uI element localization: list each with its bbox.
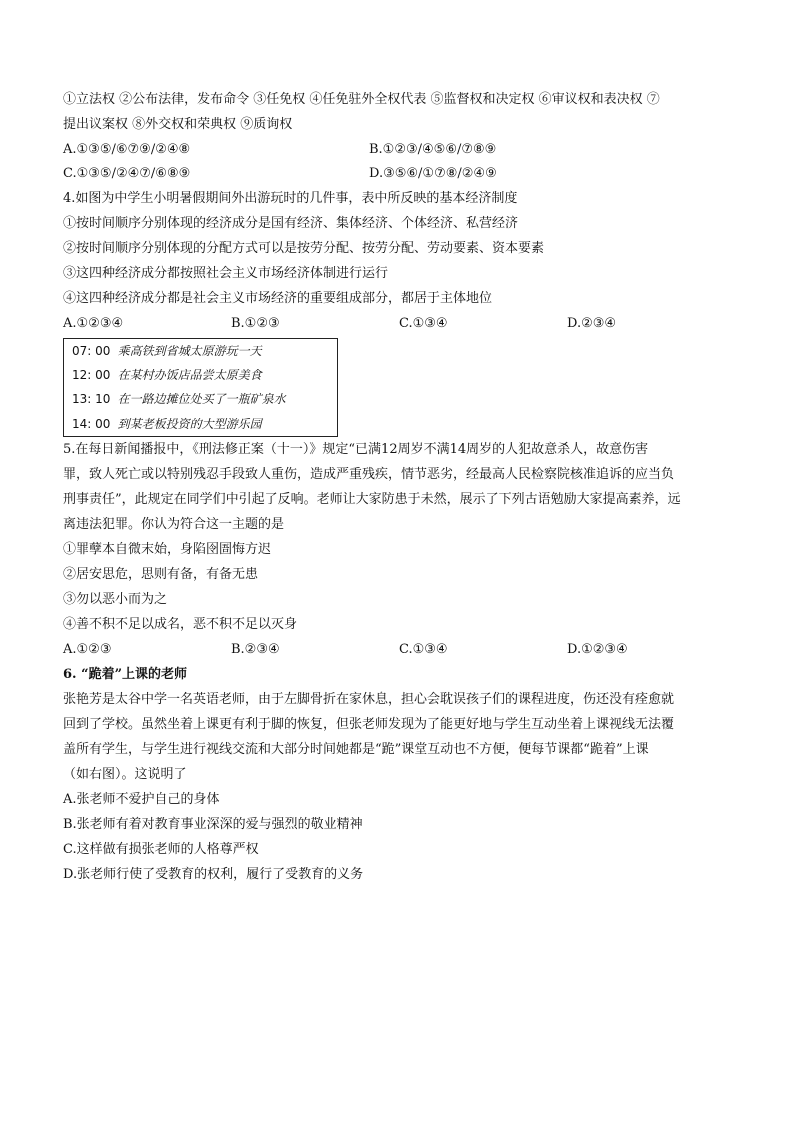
- q4-statement-2: ②按时间顺序分别体现的分配方式可以是按劳分配、按劳分配、劳动要素、资本要素: [63, 241, 545, 256]
- q3-items-line-2: 提出议案权 ⑧外交权和荣典权 ⑨质询权: [63, 117, 293, 132]
- q5-statement-2: ②居安思危，思则有备，有备无患: [63, 567, 259, 582]
- q4-stem: 4.如图为中学生小明暑假期间外出游玩时的几件事，表中所反映的基本经济制度: [63, 191, 518, 206]
- q3-option-b: B.①②③/④⑤⑥/⑦⑧⑨: [369, 142, 497, 157]
- q5-stem-line-3: 刑事责任”，此规定在同学们中引起了反响。老师让大家防患于未然，展示了下列古语勉励大家提高素养，远: [63, 492, 681, 507]
- q5-option-a: A.①②③: [63, 642, 112, 657]
- q6-stem-line-2: 回到了学校。虽然坐着上课更有利于脚的恢复，但张老师发现为了能更好地与学生互动坐着上课视线无法覆: [63, 717, 675, 732]
- q4-statement-1: ①按时间顺序分别体现的经济成分是国有经济、集体经济、个体经济、私营经济: [63, 216, 519, 231]
- q5-stem-line-2: 罪，致人死亡或以特别残忍手段致人重伤，造成严重残疾，情节恶劣，经最高人民检察院核准追诉的应当负: [63, 467, 675, 482]
- q5-statement-4: ④善不积不足以成名，恶不积不足以灭身: [63, 617, 298, 632]
- q4-option-c: C.①③④: [399, 316, 448, 331]
- schedule-time: 14: 00: [72, 417, 111, 431]
- q3-options-row-1: [63, 141, 743, 159]
- q3-option-a: A.①③⑤/⑥⑦⑨/②④⑧: [63, 142, 191, 157]
- q4-option-a: A.①②③④: [63, 316, 124, 331]
- q3-options-row-2: [63, 165, 743, 183]
- q4-option-d: D.②③④: [567, 316, 617, 331]
- q3-option-d: D.③⑤⑥/①⑦⑧/②④⑨: [369, 166, 497, 181]
- q5-statement-1: ①罪孽本自微末始，身陷囹圄悔方迟: [63, 542, 272, 557]
- q5-option-d: D.①②③④: [567, 642, 628, 657]
- q6-option-b: B.张老师有着对教育事业深深的爱与强烈的敬业精神: [63, 817, 363, 832]
- q6-stem-line-1: 张艳芳是太谷中学一名英语老师，由于左脚骨折在家休息，担心会耽误孩子们的课程进度，伤还没有痊愈就: [63, 692, 675, 707]
- schedule-time: 12: 00: [72, 368, 111, 382]
- schedule-time: 13: 10: [72, 392, 111, 406]
- q3-items-line-1: ①立法权 ②公布法律，发布命令 ③任免权 ④任免驻外全权代表 ⑤监督权和决定权 ⑥审议权和表决权 ⑦: [63, 92, 660, 107]
- schedule-event: 到某老板投资的大型游乐园: [117, 417, 262, 431]
- schedule-row: [72, 344, 262, 358]
- q5-stem-line-4: 离违法犯罪。你认为符合这一主题的是: [63, 517, 285, 532]
- schedule-event: 在某村办饭店品尝太原美食: [117, 368, 262, 382]
- q4-schedule-table: [63, 338, 338, 437]
- schedule-row: [72, 368, 262, 382]
- q6-title: 6. “跪着”上课的老师: [63, 667, 188, 682]
- q4-statement-3: ③这四种经济成分都按照社会主义市场经济体制进行运行: [63, 266, 389, 281]
- q6-option-c: C.这样做有损张老师的人格尊严权: [63, 842, 259, 857]
- q6-stem-line-3: 盖所有学生，与学生进行视线交流和大部分时间她都是“跪”课堂互动也不方便，便每节课都“跪着”上课: [63, 742, 649, 757]
- schedule-event: 在一路边摊位处买了一瓶矿泉水: [117, 392, 286, 406]
- q4-option-b: B.①②③: [231, 316, 280, 331]
- schedule-event: 乘高铁到省城太原游玩一天: [117, 344, 262, 358]
- q6-option-d: D.张老师行使了受教育的权利，履行了受教育的义务: [63, 867, 364, 882]
- q5-statement-3: ③勿以恶小而为之: [63, 592, 168, 607]
- q3-option-c: C.①③⑤/②④⑦/⑥⑧⑨: [63, 166, 191, 181]
- q4-options-row: [63, 315, 743, 333]
- q5-option-c: C.①③④: [399, 642, 448, 657]
- schedule-row: [72, 392, 286, 406]
- q5-options-row: [63, 641, 743, 659]
- q5-option-b: B.②③④: [231, 642, 280, 657]
- q4-statement-4: ④这四种经济成分都是社会主义市场经济的重要组成部分，都居于主体地位: [63, 291, 493, 306]
- q6-stem-line-4: （如右图）。这说明了: [63, 767, 187, 782]
- q6-option-a: A.张老师不爱护自己的身体: [63, 792, 220, 807]
- schedule-row: [72, 417, 262, 431]
- schedule-time: 07: 00: [72, 344, 111, 358]
- q5-stem-line-1: 5.在每日新闻播报中，《刑法修正案（十一）》规定“已满12周岁不满14周岁的人犯故意杀人，故意伤害: [63, 442, 649, 457]
